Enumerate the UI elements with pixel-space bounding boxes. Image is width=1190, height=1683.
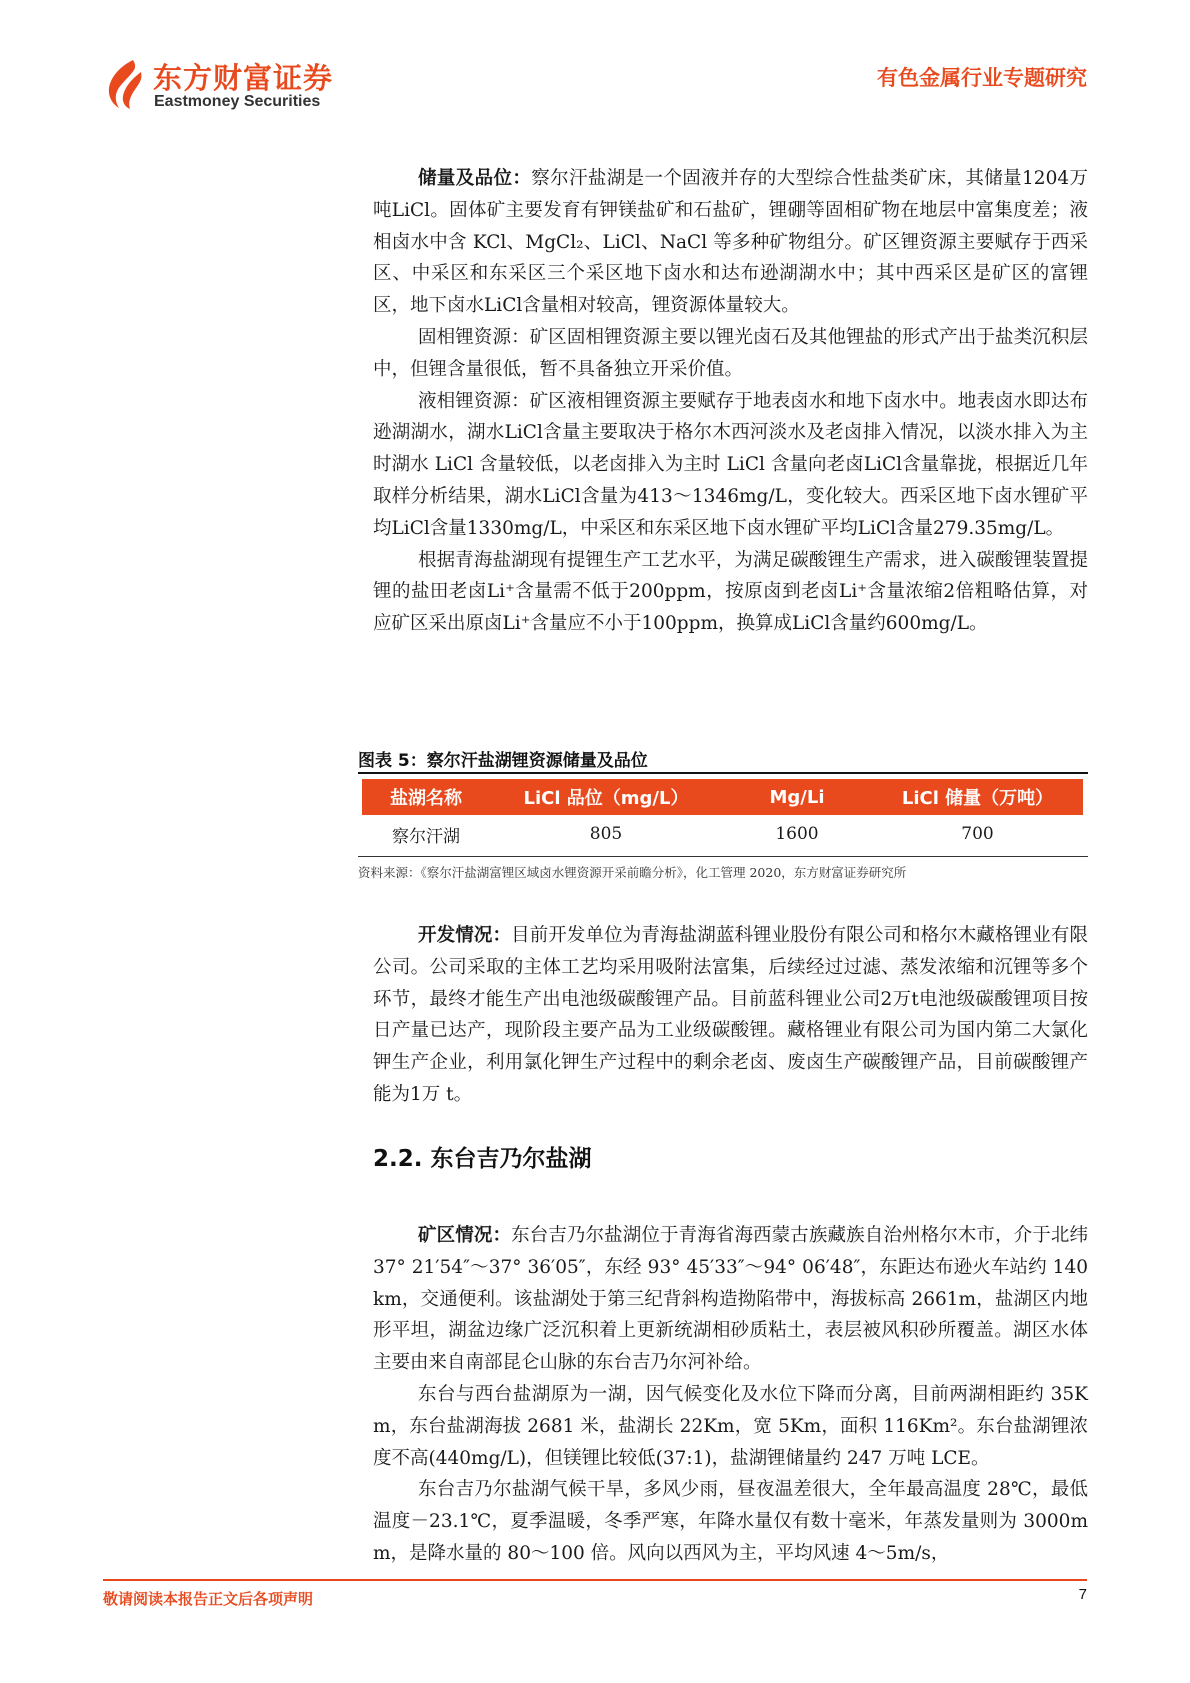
paragraph bbox=[373, 1220, 1088, 1379]
paragraph: 液相锂资源：矿区液相锂资源主要赋存于地表卤水和地下卤水中。地表卤水即达布逊湖湖水，湖水LiCl含量主要取决于格尔木西河淡水及老卤排入情况，以淡水排入为主时湖水 LiCl 含量较低，以老卤排入为主时 LiCl 含量向老卤LiCl含量靠拢，根据近几年取样分析结果，湖水LiCl含量为413～1346mg/L，变化较大。西采区地下卤水锂矿平均LiCl含量1330mg/L，中采区和东采区地下卤水锂矿平均LiCl含量279.35mg/L。 bbox=[373, 390, 1088, 539]
disclaimer-note: 敬请阅读本报告正文后各项声明 bbox=[103, 1590, 314, 1608]
table-header-cell: Mg/Li bbox=[769, 786, 825, 808]
development-section bbox=[373, 920, 1088, 1111]
paragraph: 根据青海盐湖现有提锂生产工艺水平，为满足碳酸锂生产需求，进入碳酸锂装置提锂的盐田老卤Li⁺含量需不低于200ppm，按原卤到老卤Li⁺含量浓缩2倍粗略估算，对应矿区采出原卤Li⁺含量应不小于100ppm，换算成LiCl含量约600mg/L。 bbox=[373, 549, 1088, 635]
dongtai-section bbox=[373, 1220, 1088, 1570]
footer-rule bbox=[103, 1579, 1087, 1581]
table-header-cell: LiCl 品位（mg/L） bbox=[523, 788, 689, 809]
table-cell: 700 bbox=[961, 824, 994, 844]
table-cell: 1600 bbox=[775, 824, 819, 844]
paragraph-lead: 开发情况： bbox=[418, 925, 512, 946]
table-row bbox=[362, 815, 1083, 853]
figure-source: 资料来源：《察尔汗盐湖富锂区域卤水锂资源开采前瞻分析》，化工管理 2020，东方财富证券研究所 bbox=[358, 865, 907, 880]
eastmoney-logo-icon bbox=[103, 58, 149, 110]
table-bottom-rule bbox=[358, 856, 1088, 857]
paragraph-lead: 矿区情况： bbox=[418, 1225, 512, 1246]
paragraph: 固相锂资源：矿区固相锂资源主要以锂光卤石及其他锂盐的形式产出于盐类沉积层中，但锂含量很低，暂不具备独立开采价值。 bbox=[373, 326, 1088, 380]
reserves-section bbox=[373, 163, 1088, 640]
report-type: 有色金属行业专题研究 bbox=[877, 66, 1087, 90]
paragraph bbox=[373, 163, 1088, 322]
brand-name-cn: 东方财富证券 bbox=[153, 61, 334, 95]
paragraph-lead: 储量及品位： bbox=[418, 168, 532, 189]
table-header-cell: 盐湖名称 bbox=[390, 788, 462, 809]
section-heading: 2.2. 东台吉乃尔盐湖 bbox=[373, 1146, 592, 1172]
reserves-table bbox=[362, 779, 1083, 853]
paragraph bbox=[373, 920, 1088, 1111]
page-number: 7 bbox=[1078, 1586, 1087, 1603]
paragraph-text: 目前开发单位为青海盐湖蓝科锂业股份有限公司和格尔木藏格锂业有限公司。公司采取的主体工艺均采用吸附法富集，后续经过过滤、蒸发浓缩和沉锂等多个环节，最终才能生产出电池级碳酸锂产品。目前蓝科锂业公司2万t电池级碳酸锂项目按日产量已达产，现阶段主要产品为工业级碳酸锂。藏格锂业有限公司为国内第二大氯化钾生产企业，利用氯化钾生产过程中的剩余老卤、废卤生产碳酸锂产品，目前碳酸锂产能为1万 t。 bbox=[373, 925, 1088, 1105]
table-header-row bbox=[362, 779, 1083, 815]
paragraph: 东台吉乃尔盐湖气候干旱，多风少雨，昼夜温差很大，全年最高温度 28℃，最低温度－23.1℃，夏季温暖，冬季严寒，年降水量仅有数十毫米，年蒸发量则为 3000mm，是降水量的 80～100 倍。风向以西风为主，平均风速 4～5m/s， bbox=[373, 1479, 1088, 1564]
paragraph-text: 察尔汗盐湖是一个固液并存的大型综合性盐类矿床，其储量1204万吨LiCl。固体矿主要发育有钾镁盐矿和石盐矿，锂硼等固相矿物在地层中富集度差；液相卤水中含 KCl、MgCl₂、LiCl、NaCl 等多种矿物组分。矿区锂资源主要赋存于西采区、中采区和东采区三个采区地下卤水和达布逊湖湖水中；其中西采区是矿区的富锂区，地下卤水LiCl含量相对较高，锂资源体量较大。 bbox=[373, 168, 1088, 317]
brand-name-en: Eastmoney Securities bbox=[154, 93, 321, 110]
paragraph: 东台与西台盐湖原为一湖，因气候变化及水位下降而分离，目前两湖相距约 35Km，东台盐湖海拔 2681 米，盐湖长 22Km，宽 5Km，面积 116Km²。东台盐湖锂浓度不高(440mg/L)，但镁锂比较低(37:1)，盐湖锂储量约 247 万吨 LCE。 bbox=[373, 1383, 1088, 1469]
figure-top-rule bbox=[358, 772, 1088, 774]
brand-logo bbox=[103, 56, 343, 118]
table-header-cell: LiCl 储量（万吨） bbox=[901, 788, 1054, 809]
figure-title: 图表 5：察尔汗盐湖锂资源储量及品位 bbox=[358, 751, 648, 771]
paragraph-text: 东台吉乃尔盐湖位于青海省海西蒙古族藏族自治州格尔木市，介于北纬 37° 21′54″～37° 36′05″，东经 93° 45′33″～94° 06′48″，东距达布逊火车站约 140km，交通便利。该盐湖处于第三纪背斜构造拗陷带中，海拔标高 2661m，盐湖区内地形平坦，湖盆边缘广泛沉积着上更新统湖相砂质粘土，表层被风积砂所覆盖。湖区水体主要由来自南部昆仑山脉的东台吉乃尔河补给。 bbox=[373, 1225, 1088, 1374]
table-cell: 805 bbox=[589, 824, 623, 844]
table-cell: 察尔汗湖 bbox=[392, 826, 460, 847]
